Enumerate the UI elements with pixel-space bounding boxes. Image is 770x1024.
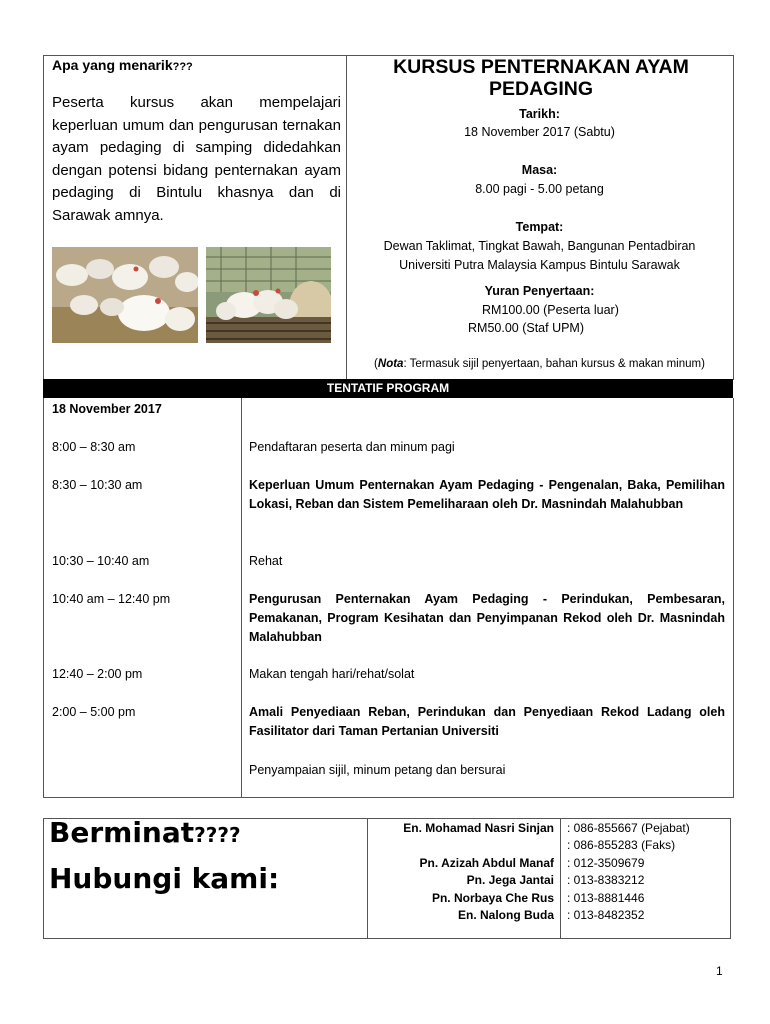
intro-heading: Apa yang menarik???: [52, 57, 193, 73]
contact-phone: : 012-3509679: [567, 856, 645, 870]
course-title: KURSUS PENTERNAKAN AYAM PEDAGING: [393, 56, 689, 100]
place-label: Tempat:: [515, 220, 564, 234]
activity-cell: Keperluan Umum Penternakan Ayam Pedaging - Pengenalan, Baka, Pemilihan Lokasi, Reban dan Sistem Pemeliharaan oleh Dr. Masnindah Malahubban: [249, 478, 725, 511]
time-cell: 10:30 – 10:40 am: [52, 554, 150, 568]
activity-cell: Makan tengah hari/rehat/solat: [249, 667, 415, 681]
note: (Nota: Termasuk sijil penyertaan, bahan kursus & makan minum): [374, 358, 705, 370]
time-cell: 8:00 – 8:30 am: [52, 440, 136, 454]
time-label: Masa:: [521, 163, 558, 177]
chicken-photo-2: [206, 247, 331, 343]
contact-phone: : 013-8383212: [567, 873, 645, 887]
contact-phone: : 086-855667 (Pejabat): [567, 821, 690, 835]
activity-cell: Rehat: [249, 554, 283, 568]
contact-name: Pn. Azizah Abdul Manaf: [419, 856, 554, 870]
contact-phone: : 013-8482352: [567, 908, 645, 922]
time-cell: 2:00 – 5:00 pm: [52, 705, 136, 719]
activity-cell: Pengurusan Penternakan Ayam Pedaging - Perindukan, Pembesaran, Pemakanan, Program Kesihatan dan Penyimpanan Rekod oleh Dr. Masnindah Malahubban: [249, 592, 725, 644]
contact-name: Pn. Norbaya Che Rus: [431, 891, 554, 905]
time-cell: 10:40 am – 12:40 pm: [52, 592, 171, 606]
top-divider: [346, 55, 347, 379]
contact-name: En. Nalong Buda: [458, 908, 554, 922]
activity-cell: Amali Penyediaan Reban, Perindukan dan Penyediaan Rekod Ladang oleh Fasilitator dari Taman Pertanian Universiti: [249, 705, 725, 738]
time-cell: 12:40 – 2:00 pm: [52, 667, 143, 681]
intro-body: Peserta kursus akan mempelajari keperluan umum dan pengurusan ternakan ayam pedaging di samping didedahkan dengan potensi bidang penternakan ayam pedaging di Bintulu khasnya dan di Sarawak amnya.: [52, 94, 341, 224]
program-header: TENTATIF PROGRAM: [43, 379, 733, 398]
contact-phone: : 013-8881446: [567, 891, 645, 905]
contact-name: Pn. Jega Jantai: [466, 873, 554, 887]
date-label: Tarikh:: [519, 107, 560, 121]
contact-divider-2: [560, 818, 561, 938]
contact-phone: : 086-855283 (Faks): [567, 838, 676, 852]
program-date: 18 November 2017: [52, 402, 162, 416]
activity-cell: Pendaftaran peserta dan minum pagi: [249, 440, 455, 454]
date-value: 18 November 2017 (Sabtu): [464, 125, 615, 139]
fee-line-2: RM50.00 (Staf UPM): [468, 321, 585, 335]
chicken-photo-1: [52, 247, 198, 343]
contact-heading-1: Berminat????: [49, 816, 241, 849]
program-divider: [241, 398, 242, 798]
page-number: 1: [716, 964, 723, 978]
contact-name: En. Mohamad Nasri Sinjan: [403, 821, 554, 835]
time-cell: 8:30 – 10:30 am: [52, 478, 143, 492]
contact-heading-2: Hubungi kami:: [49, 862, 280, 895]
place-line-2: Universiti Putra Malaysia Kampus Bintulu Sarawak: [399, 258, 680, 272]
time-value: 8.00 pagi - 5.00 petang: [475, 182, 604, 196]
fee-line-1: RM100.00 (Peserta luar): [482, 303, 619, 317]
activity-cell: Penyampaian sijil, minum petang dan bersurai: [249, 763, 506, 777]
fee-label: Yuran Penyertaan:: [484, 284, 595, 298]
place-line-1: Dewan Taklimat, Tingkat Bawah, Bangunan Pentadbiran: [383, 239, 696, 253]
